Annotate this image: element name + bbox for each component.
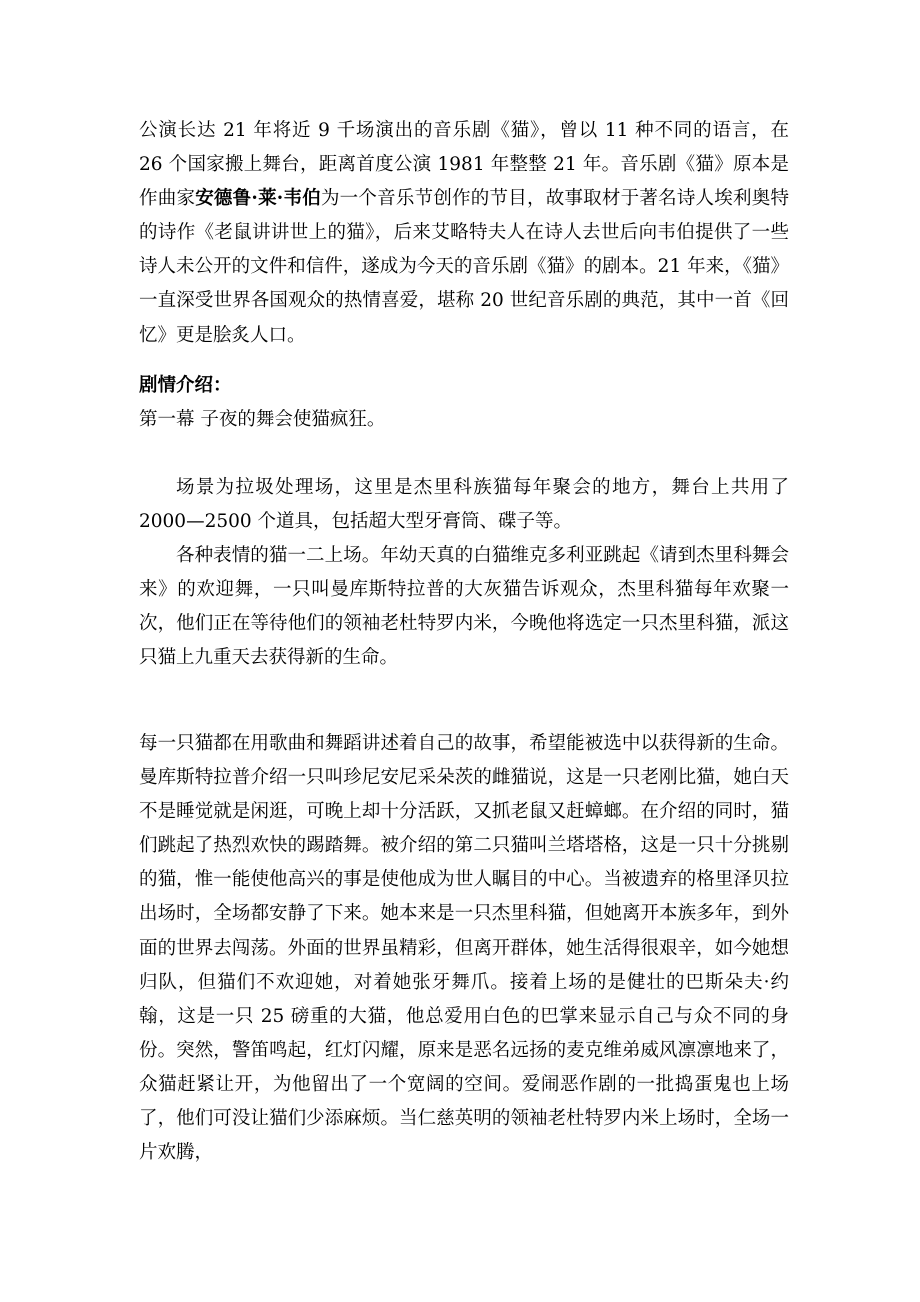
synopsis-heading: 剧情介绍： <box>139 375 232 396</box>
intro-paragraph <box>139 114 789 353</box>
stories-paragraph: 每一只猫都在用歌曲和舞蹈讲述着自己的故事，希望能被选中以获得新的生命。曼库斯特拉普介绍一只叫珍尼安尼采朵茨的雌猫说，这是一只老刚比猫，她白天不是睡觉就是闲逛，可晚上却十分活跃，又抓老鼠又赶蟑螂。在介绍的同时，猫们跳起了热烈欢快的踢踏舞。被介绍的第二只猫叫兰塔塔格，这是一只十分挑剔的猫，惟一能使他高兴的事是使他成为世人瞩目的中心。当被遗弃的格里泽贝拉出场时，全场都安静了下来。她本来是一只杰里科猫，但她离开本族多年，到外面的世界去闯荡。外面的世界虽精彩，但离开群体，她生活得很艰辛，如今她想归队，但猫们不欢迎她，对着她张牙舞爪。接着上场的是健壮的巴斯朵夫·约翰，这是一只 25 磅重的大猫，他总爱用白色的巴掌来显示自己与众不同的身份。突然，警笛鸣起，红灯闪耀，原来是恶名远扬的麦克维弟威风凛凛地来了，众猫赶紧让开，为他留出了一个宽阔的空间。爱闹恶作剧的一批捣蛋鬼也上场了，他们可没让猫们少添麻烦。当仁慈英明的领袖老杜特罗内米上场时，全场一片欢腾， <box>139 733 789 1164</box>
scene-paragraph: 场景为拉圾处理场，这里是杰里科族猫每年聚会的地方，舞台上共用了 2000—2500 个道具，包括超大型牙膏筒、碟子等。 <box>139 477 789 533</box>
intro-text-part1: 公演长达 21 年将近 9 千场演出的音乐剧《猫》，曾以 11 种不同的语言，在 26 个国家搬上舞台，距离首度公演 1981 年整整 21 年。音乐剧《猫》原本是作曲家 <box>139 120 789 210</box>
composer-name: 安德鲁·莱·韦伯 <box>195 188 321 210</box>
intro-text-part2: 为一个音乐节创作的节目，故事取材于著名诗人埃利奥特的诗作《老鼠讲讲世上的猫》，后来艾略特夫人在诗人去世后向韦伯提供了一些诗人未公开的文件和信件，遂成为今天的音乐剧《猫》的剧本。21 年来，《猫》一直深受世界各国观众的热情喜爱，堪称 20 世纪音乐剧的典范，其中一首《回忆》更是脍炙人口。 <box>139 188 789 346</box>
cats-entrance-paragraph: 各种表情的猫一二上场。年幼天真的白猫维克多利亚跳起《请到杰里科舞会来》的欢迎舞，一只叫曼库斯特拉普的大灰猫告诉观众，杰里科猫每年欢聚一次，他们正在等待他们的领袖老杜特罗内米，今晚他将选定一只杰里科猫，派这只猫上九重天去获得新的生命。 <box>139 545 789 669</box>
act1-title: 第一幕 子夜的舞会使猫疯狂。 <box>139 409 386 430</box>
